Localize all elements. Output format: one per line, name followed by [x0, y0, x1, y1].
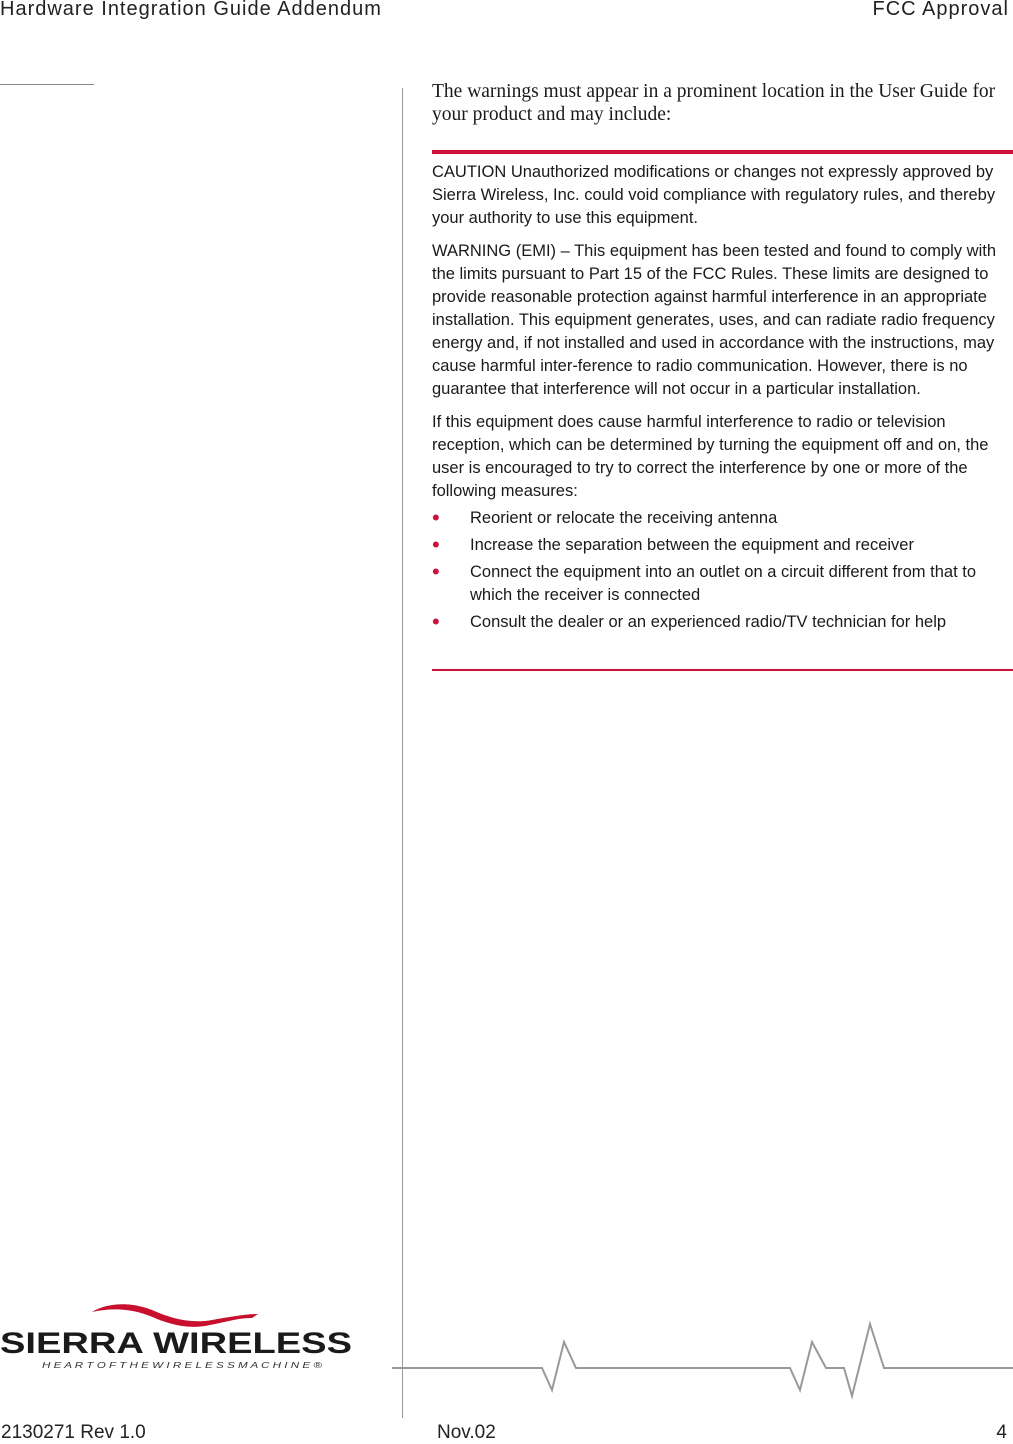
list-item-text: Increase the separation between the equipment and receiver [470, 536, 914, 554]
list-item-text: Consult the dealer or an experienced radio/TV technician for help [470, 613, 947, 631]
header-section: FCC Approval [872, 0, 1009, 20]
list-item [432, 507, 1013, 530]
column-divider [402, 88, 403, 1418]
bullet-icon: • [432, 559, 440, 584]
logo-tagline: H E A R T O F T H E W I R E L E S S M A C H I N E ® [42, 1360, 323, 1370]
list-item-text: Reorient or relocate the receiving antenna [470, 509, 778, 527]
logo-swoosh-icon [92, 1304, 258, 1327]
intro-paragraph: The warnings must appear in a prominent location in the User Guide for your product and may include: [432, 81, 996, 125]
measures-intro: If this equipment does cause harmful interference to radio or television reception, which can be determined by turning the equipment off and on, the user is encouraged to try to correct the interference by one or more of the following measures: [432, 413, 989, 500]
bullet-icon: • [432, 505, 440, 530]
pulse-line-icon [392, 1318, 1013, 1400]
page-number: 4 [996, 1422, 1007, 1443]
list-item [432, 561, 1013, 607]
header-title: Hardware Integration Guide Addendum [0, 0, 382, 20]
measures-list [432, 507, 1013, 634]
fcc-notice [432, 161, 1013, 638]
list-item [432, 611, 1013, 634]
list-item [432, 534, 1013, 557]
caution-text: CAUTION Unauthorized modifications or changes not expressly approved by Sierra Wireless, Inc. could void compliance with regulatory rules, and thereby your authority to use this equipment. [432, 163, 996, 227]
bullet-icon: • [432, 532, 440, 557]
logo-wordmark: SIERRA WIRELESS [0, 1327, 352, 1360]
doc-number: 2130271 Rev 1.0 [1, 1422, 146, 1443]
list-item-text: Connect the equipment into an outlet on a circuit different from that to which the receiver is connected [470, 563, 976, 604]
notice-bottom-bar [432, 669, 1013, 671]
warning-text: WARNING (EMI) – This equipment has been tested and found to comply with the limits pursuant to Part 15 of the FCC Rules. These limits are designed to provide reasonable protection against harmful interference in an appropriate installation. This equipment generates, uses, and can radiate radio frequency energy and, if not installed and used in accordance with the instructions, may cause harmful inter-ference to radio communication. However, there is no guarantee that interference will not occur in a particular installation. [432, 242, 997, 398]
margin-rule [0, 84, 94, 85]
doc-date: Nov.02 [437, 1422, 496, 1443]
sierra-wireless-logo [0, 1300, 360, 1375]
bullet-icon: • [432, 609, 440, 634]
notice-top-bar [432, 150, 1013, 154]
